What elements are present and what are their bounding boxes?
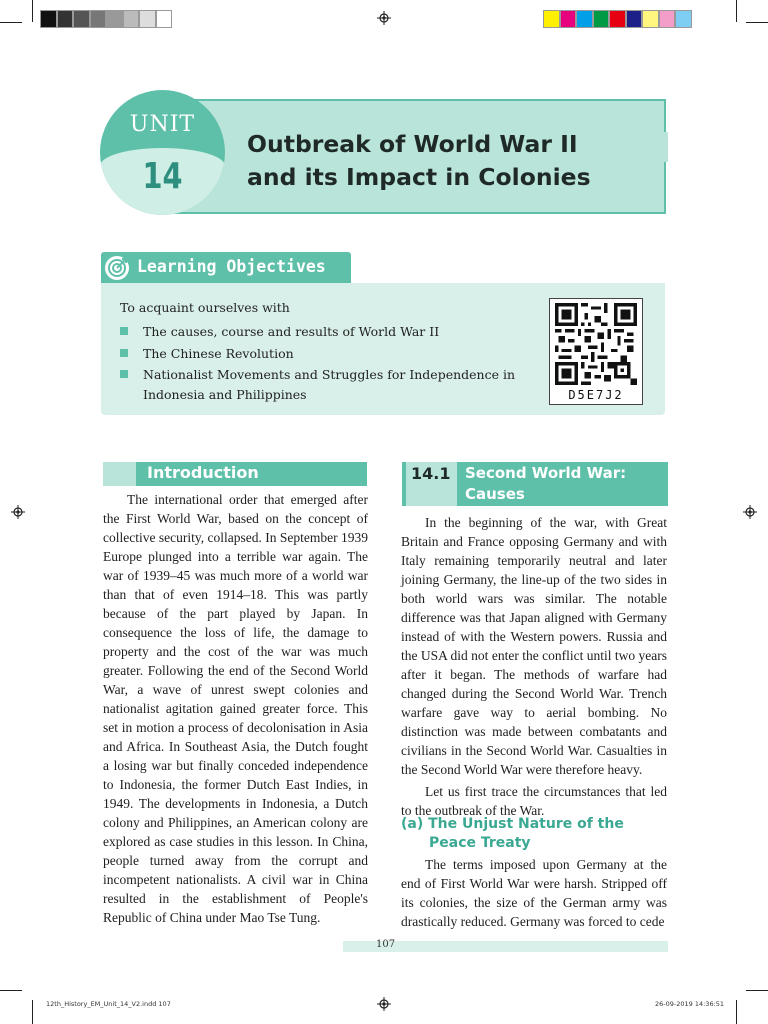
crop-mark — [746, 990, 768, 991]
introduction-heading-label: Introduction — [147, 463, 259, 482]
qr-code-text: D5E7J2 — [568, 388, 624, 402]
registration-mark-icon — [377, 11, 391, 25]
color-swatch — [73, 10, 90, 28]
unit-badge — [100, 90, 225, 215]
heading-bar — [103, 462, 136, 486]
registration-mark-icon — [377, 997, 391, 1011]
target-icon — [105, 256, 129, 280]
registration-mark-icon — [743, 505, 757, 519]
list-item: Nationalist Movements and Struggles for Independence in Indonesia and Philippines — [120, 365, 545, 404]
crop-mark — [32, 1000, 33, 1024]
color-swatch — [659, 10, 676, 28]
unit-label: UNIT — [129, 112, 196, 137]
color-swatch — [123, 10, 140, 28]
color-swatch — [543, 10, 560, 28]
color-swatch — [642, 10, 659, 28]
registration-mark-icon — [11, 505, 25, 519]
chapter-title-line1: Outbreak of World War II — [247, 130, 578, 158]
paragraph: In the beginning of the war, with Great Britain and France opposing Germany and with Italy remaining temporarily neutral and later joining Germany, the line-up of the two sides in both world wars was similar. The notable difference was that Japan aligned with Germany instead of with the Western powers. Russia and the USA did not enter the conflict until two years after it began. The methods of warfare had changed during the Second World War. Trench warfare gave way to aerial bombing. No distinction was made between combatants and civilians in the Second World War. Casualties in the Second World War were therefore heavy. — [401, 515, 667, 777]
color-swatch — [609, 10, 626, 28]
crop-mark — [736, 1000, 737, 1024]
color-swatch — [139, 10, 156, 28]
introduction-heading — [103, 462, 367, 486]
color-swatch — [106, 10, 123, 28]
section-title: Second World War: Causes — [465, 464, 627, 503]
color-swatch — [675, 10, 692, 28]
section-heading — [402, 462, 668, 506]
subheading — [401, 815, 667, 853]
crop-mark — [746, 22, 768, 23]
qr-code-icon — [555, 303, 637, 385]
learning-objectives-intro: To acquaint ourselves with — [120, 300, 290, 315]
page-number: 107 — [376, 939, 396, 950]
unit-number: 14 — [142, 156, 183, 197]
title-box-edge — [660, 132, 668, 162]
date-slug: 26-09-2019 14:36:51 — [655, 1000, 725, 1008]
crop-mark — [0, 990, 22, 991]
color-swatch — [576, 10, 593, 28]
section-text — [401, 513, 667, 820]
crop-mark — [0, 22, 22, 23]
paragraph: The international order that emerged after the First World War, based on the concept of collective security, collapsed. In September 1939 Europe plunged into a terrible war again. The war of 1939–45 was much more of a world war than that of even 1914–18. This was partly because of the part played by Japan. In consequence the loss of life, the damage to property and the cost of the war was much greater. Following the end of the Second World War, a wave of unrest swept colonies and nationalist agitation gained greater force. This set in motion a process of decolonisation in Asia and Africa. In Southeast Asia, the Dutch fought a losing war but finally conceded independence to Indonesia, the former Dutch East Indies, in 1949. The developments in Indonesia, a Dutch colony and Philippines, an American colony are explored as case studies in this lesson. In China, people turned away from the corrupt and incompetent nationalists. A civil war in China resulted in the establishment of People's Republic of China under Mao Tse Tung. — [103, 492, 368, 925]
learning-objectives-title: Learning Objectives — [137, 257, 326, 276]
color-swatch — [57, 10, 74, 28]
chapter-title-line2: and its Impact in Colonies — [247, 163, 591, 191]
color-swatch — [626, 10, 643, 28]
color-swatch — [156, 10, 173, 28]
color-swatch — [40, 10, 57, 28]
color-swatch — [560, 10, 577, 28]
introduction-text — [103, 490, 368, 927]
learning-objectives-list — [120, 322, 545, 406]
color-swatch-strip — [543, 10, 692, 28]
color-swatch — [593, 10, 610, 28]
qr-code[interactable] — [549, 298, 643, 405]
chapter-title — [247, 128, 657, 194]
file-slug: 12th_History_EM_Unit_14_V2.indd 107 — [46, 1000, 171, 1008]
section-text-continued — [401, 855, 667, 931]
crop-mark — [32, 0, 33, 22]
paragraph: The terms imposed upon Germany at the end of First World War were harsh. Stripped off its colonies, the size of the German army was drastically reduced. Germany was forced to cede — [401, 857, 667, 929]
color-swatch — [90, 10, 107, 28]
subheading-line1: (a) The Unjust Nature of the — [401, 816, 624, 832]
gray-swatch-strip — [40, 10, 172, 28]
section-number: 14.1 — [411, 464, 451, 483]
subheading-line2: Peace Treaty — [429, 835, 531, 851]
paragraph: Let us first trace the circumstances that led to the outbreak of the War. — [401, 784, 667, 818]
crop-mark — [736, 0, 737, 22]
list-item: The Chinese Revolution — [120, 344, 545, 364]
list-item: The causes, course and results of World War II — [120, 322, 545, 342]
